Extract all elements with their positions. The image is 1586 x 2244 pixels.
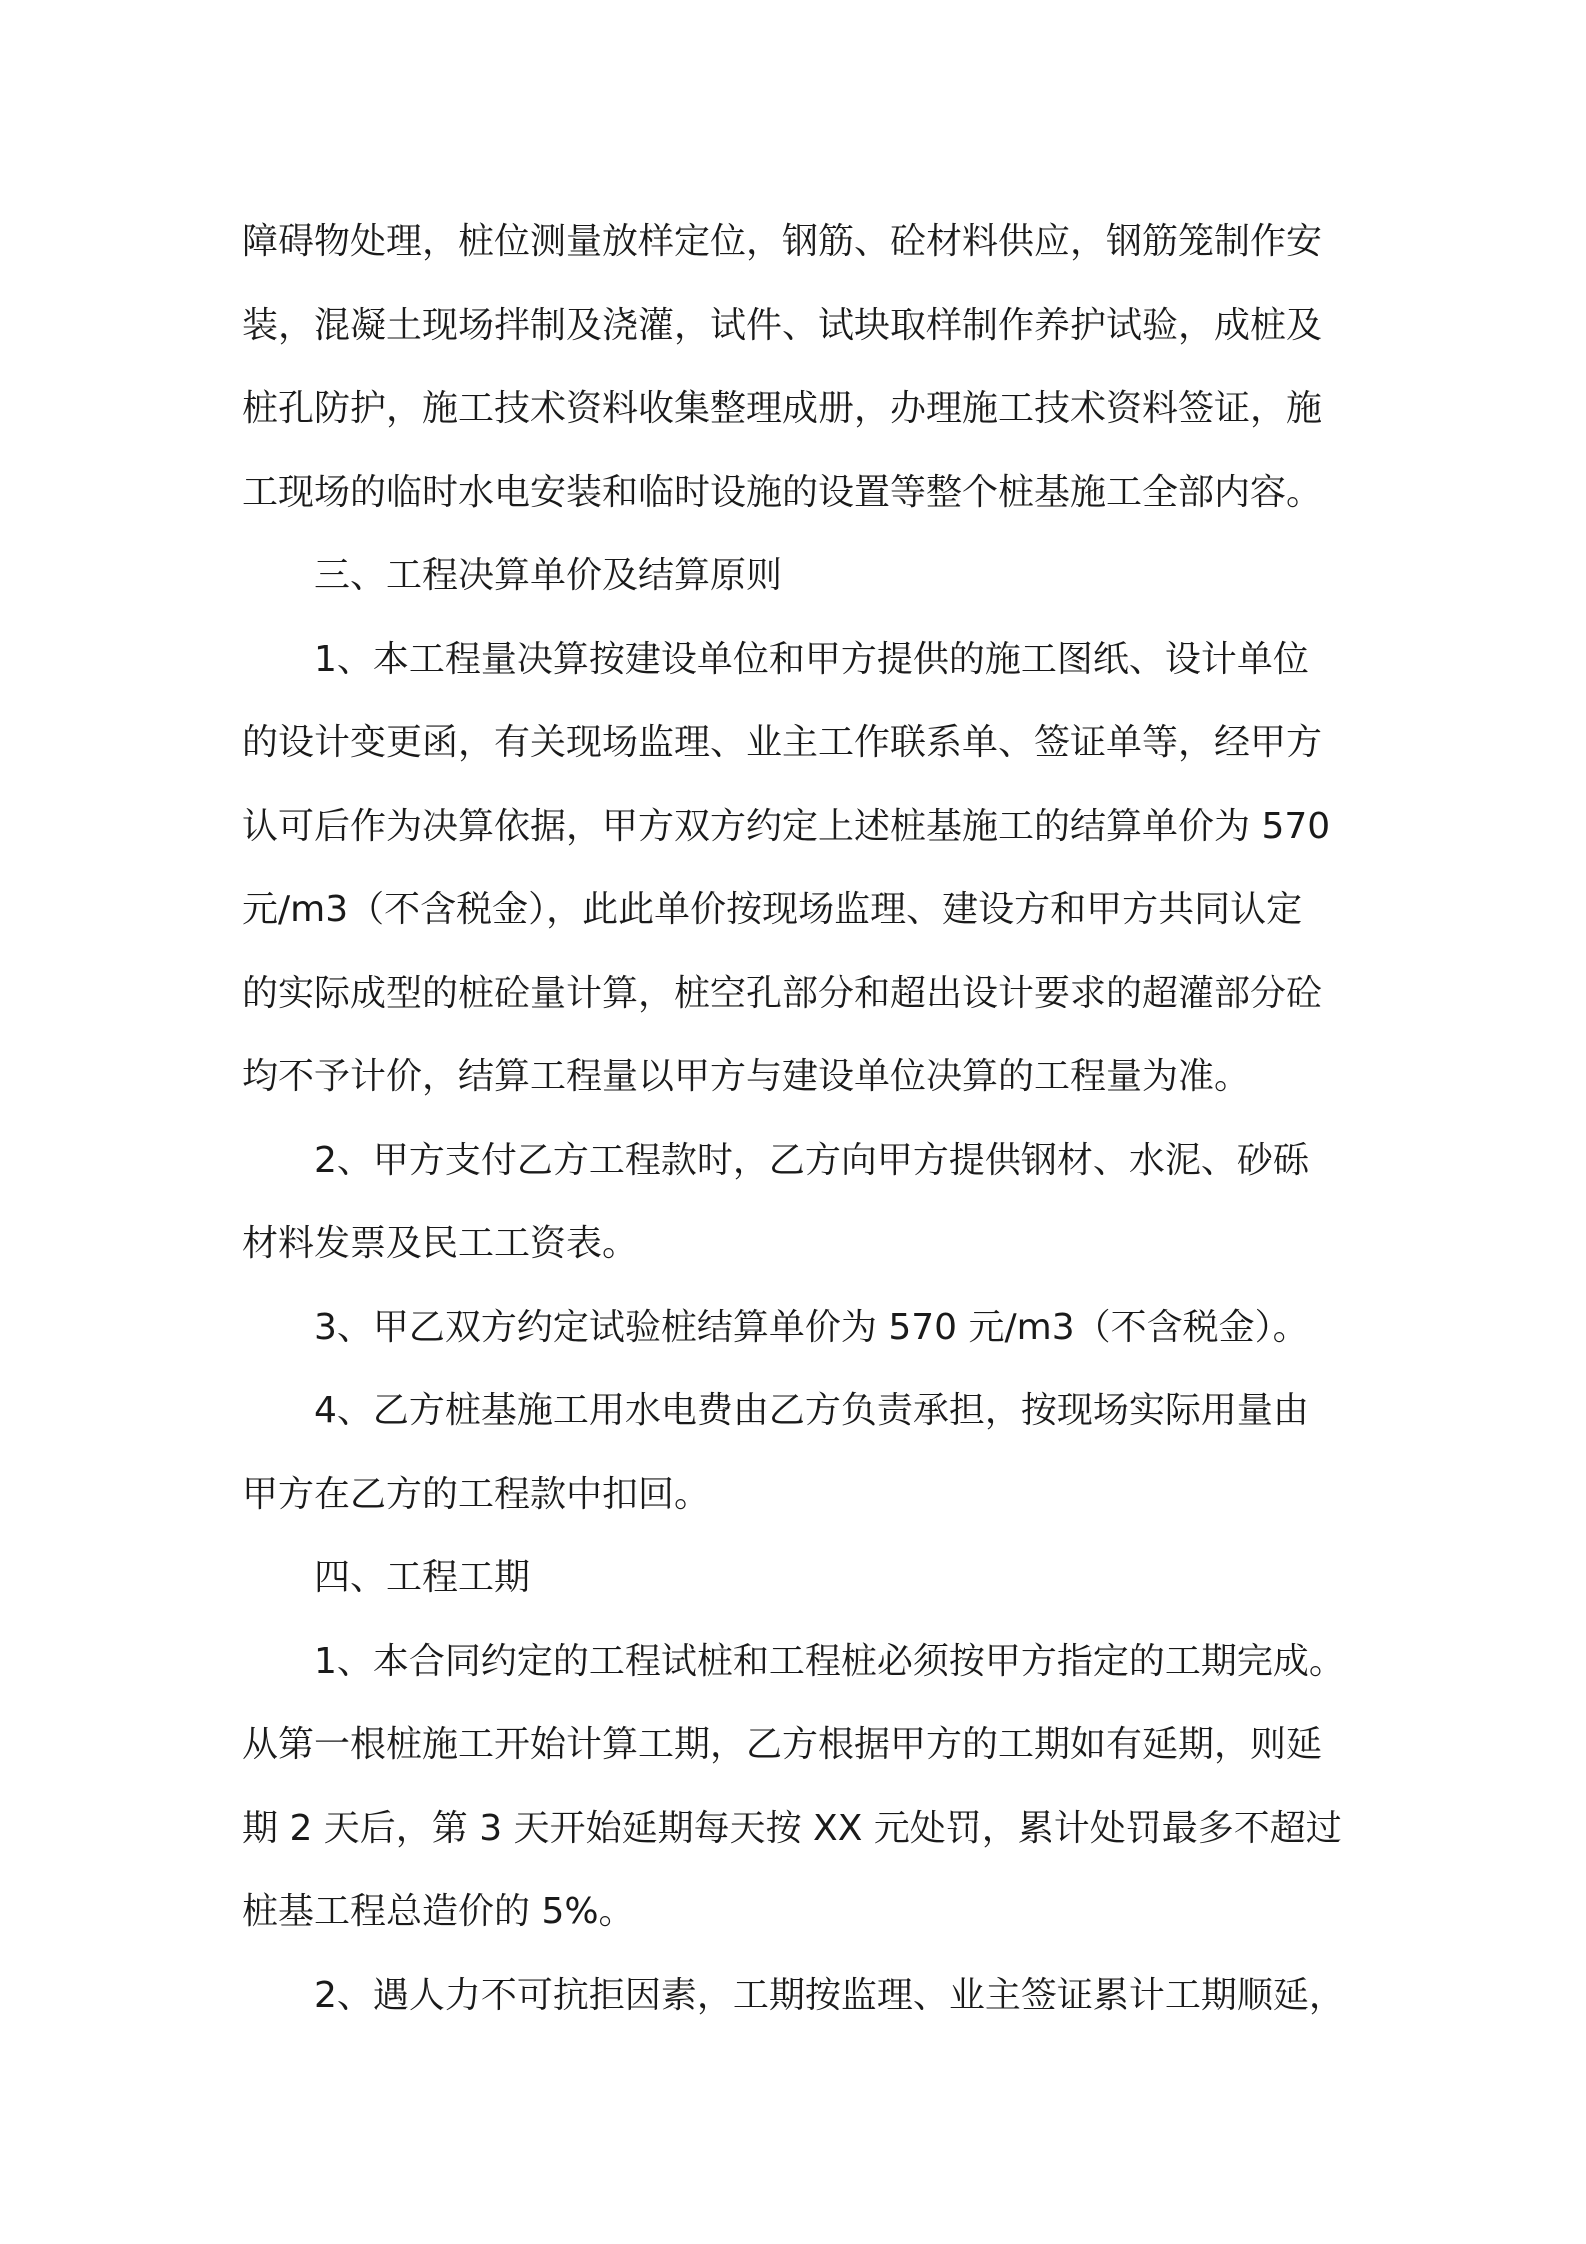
text-line: 障碍物处理，桩位测量放样定位，钢筋、砼材料供应，钢筋笼制作安 bbox=[242, 221, 1323, 262]
text-line: 元/m3（不含税金），此此单价按现场监理、建设方和甲方共同认定 bbox=[242, 889, 1303, 930]
paragraph-start: 4、乙方桩基施工用水电费由乙方负责承担，按现场实际用量由 bbox=[314, 1390, 1309, 1431]
section-heading: 四、工程工期 bbox=[314, 1557, 531, 1598]
section-heading: 三、工程决算单价及结算原则 bbox=[314, 555, 783, 596]
text-line: 桩孔防护，施工技术资料收集整理成册，办理施工技术资料签证，施 bbox=[242, 388, 1323, 429]
text-line: 材料发票及民工工资表。 bbox=[242, 1223, 639, 1264]
document-body bbox=[242, 200, 1362, 2037]
text-line: 工现场的临时水电安装和临时设施的设置等整个桩基施工全部内容。 bbox=[242, 471, 1323, 513]
text-line: 认可后作为决算依据，甲方双方约定上述桩基施工的结算单价为 570 bbox=[242, 805, 1331, 847]
text-line: 装，混凝土现场拌制及浇灌，试件、试块取样制作养护试验，成桩及 bbox=[242, 304, 1323, 346]
paragraph-start: 1、本工程量决算按建设单位和甲方提供的施工图纸、设计单位 bbox=[314, 638, 1309, 680]
paragraph-start: 3、甲乙双方约定试验桩结算单价为 570 元/m3（不含税金）。 bbox=[314, 1306, 1309, 1348]
text-line: 期 2 天后，第 3 天开始延期每天按 XX 元处罚，累计处罚最多不超过 bbox=[242, 1807, 1342, 1849]
text-line: 甲方在乙方的工程款中扣回。 bbox=[242, 1473, 711, 1515]
text-line: 均不予计价，结算工程量以甲方与建设单位决算的工程量为准。 bbox=[242, 1056, 1251, 1097]
paragraph-start: 2、甲方支付乙方工程款时，乙方向甲方提供钢材、水泥、砂砾 bbox=[314, 1139, 1309, 1181]
text-line: 的设计变更函，有关现场监理、业主工作联系单、签证单等，经甲方 bbox=[242, 722, 1323, 763]
text-line: 桩基工程总造价的 5%。 bbox=[242, 1891, 635, 1932]
text-line: 的实际成型的桩砼量计算，桩空孔部分和超出设计要求的超灌部分砼 bbox=[242, 972, 1323, 1014]
paragraph-start: 1、本合同约定的工程试桩和工程桩必须按甲方指定的工期完成。 bbox=[314, 1640, 1345, 1682]
paragraph-start: 2、遇人力不可抗拒因素，工期按监理、业主签证累计工期顺延， bbox=[314, 1974, 1345, 2016]
text-line: 从第一根桩施工开始计算工期，乙方根据甲方的工期如有延期，则延 bbox=[242, 1724, 1323, 1765]
